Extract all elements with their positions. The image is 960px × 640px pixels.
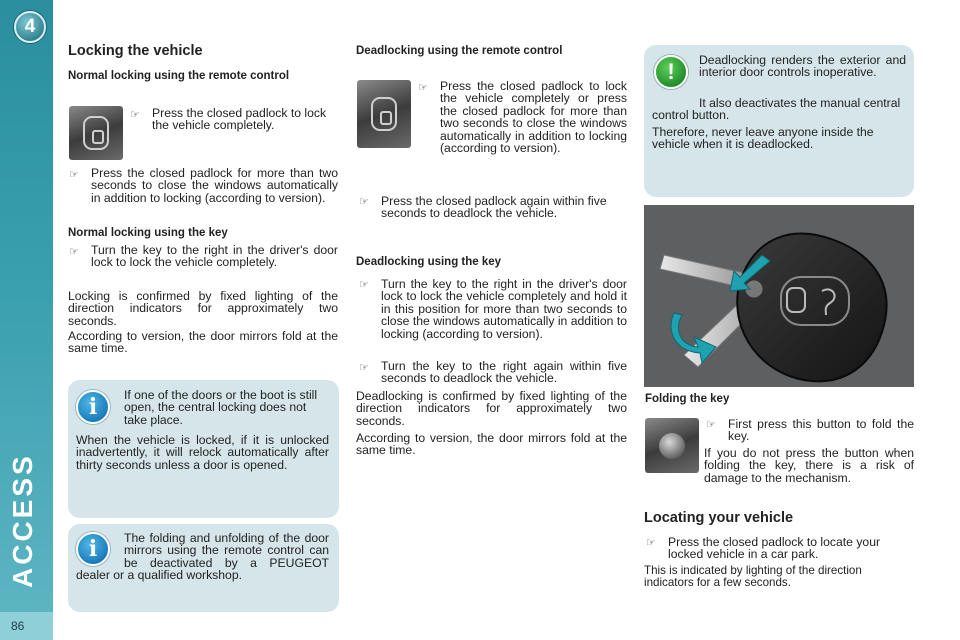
page-number: 86 xyxy=(11,619,25,633)
pointing-hand-icon: ☞ xyxy=(359,196,369,208)
locking-mirrors-paragraph: According to version, the door mirrors fold at the same time. xyxy=(68,329,338,356)
pointing-hand-icon: ☞ xyxy=(69,169,79,181)
chapter-title: ACCESS xyxy=(7,453,38,588)
folding-key-bullet: First press this button to fold the key. xyxy=(728,417,914,444)
deadlock-key-bullet2: Turn the key to the right again within five seconds to deadlock the vehicle. xyxy=(381,359,627,386)
chapter-number-badge: 4 xyxy=(14,11,46,43)
fold-button-icon xyxy=(659,433,685,459)
normal-remote-bullet2: Press the closed padlock for more than two seconds to close the windows automatically in addition to locking (according to version). xyxy=(91,166,338,205)
warning-paragraph3: Therefore, never leave anyone inside the vehicle when it is deadlocked. xyxy=(652,125,874,152)
pointing-hand-icon: ☞ xyxy=(359,362,369,374)
fold-button-image xyxy=(645,418,699,473)
remote-deadlock-button-image xyxy=(357,80,411,148)
info-icon: i xyxy=(76,390,110,424)
folding-key-paragraph: If you do not press the button when folding the key, there is a risk of damage to the mechanism. xyxy=(704,446,914,485)
deadlock-mirrors-paragraph: According to version, the door mirrors fold at the same time. xyxy=(356,431,627,458)
locking-title: Locking the vehicle xyxy=(68,43,203,59)
pointing-hand-icon: ☞ xyxy=(418,82,428,94)
pointing-hand-icon: ☞ xyxy=(359,279,369,291)
info-doors-paragraph2: When the vehicle is locked, if it is unlocked inadvertently, it will relock automatically after thirty seconds unless a door is opened. xyxy=(76,433,329,472)
warning-paragraph1: Deadlocking renders the exterior and interior door controls inoperative. xyxy=(699,53,906,80)
info-icon: i xyxy=(76,532,110,566)
deadlock-confirm-paragraph: Deadlocking is confirmed by fixed lighting of the direction indicators for approximately two seconds. xyxy=(356,389,627,428)
locating-title: Locating your vehicle xyxy=(644,510,794,526)
remote-key-illustration xyxy=(644,205,914,387)
normal-key-heading: Normal locking using the key xyxy=(68,227,228,239)
info-box-doors xyxy=(68,380,339,518)
info-box-mirrors xyxy=(68,524,339,612)
pointing-hand-icon: ☞ xyxy=(646,537,656,549)
pointing-hand-icon: ☞ xyxy=(69,246,79,258)
info-mirrors-paragraph xyxy=(76,532,329,582)
locating-paragraph: This is indicated by lighting of the direction indicators for a few seconds. xyxy=(644,564,862,590)
warning-paragraph2: It also deactivates the manual central control button. xyxy=(652,96,901,123)
pointing-hand-icon: ☞ xyxy=(130,109,140,121)
info-mirrors-text: The folding and unfolding of the door mirrors using the remote control can be deactivated by a PEUGEOT dealer or a qualified workshop. xyxy=(76,531,329,583)
exclamation-icon: ! xyxy=(654,55,688,89)
key-folding-photo xyxy=(644,205,914,387)
normal-remote-heading: Normal locking using the remote control xyxy=(68,70,290,82)
closed-padlock-icon xyxy=(371,97,397,131)
normal-remote-bullet1: Press the closed padlock to lock the vehicle completely. xyxy=(152,106,327,133)
pointing-hand-icon: ☞ xyxy=(706,419,716,431)
locking-confirm-paragraph: Locking is confirmed by fixed lighting of the direction indicators for approximately two seconds. xyxy=(68,289,338,328)
folding-key-heading: Folding the key xyxy=(645,393,730,405)
info-doors-paragraph1: If one of the doors or the boot is still open, the central locking does not take place. xyxy=(124,388,318,427)
normal-key-bullet: Turn the key to the right in the driver's door lock to lock the vehicle completely. xyxy=(91,243,338,270)
page-number-box xyxy=(0,612,53,640)
closed-padlock-icon xyxy=(83,116,109,150)
deadlock-remote-heading: Deadlocking using the remote control xyxy=(356,45,563,57)
locating-bullet: Press the closed padlock to locate your locked vehicle in a car park. xyxy=(668,535,881,562)
warning-box-deadlock xyxy=(644,45,914,197)
deadlock-key-bullet1: Turn the key to the right in the driver's door lock to lock the vehicle completely and hold it in this position for more than two seconds to close the windows automatically in addition to locking (according to version). xyxy=(381,277,627,341)
deadlock-remote-bullet1: Press the closed padlock to lock the vehicle completely or press the closed padlock for more than two seconds to close the windows automatically in addition to locking (according to version). xyxy=(440,79,627,156)
deadlock-key-heading: Deadlocking using the key xyxy=(356,256,502,268)
remote-lock-button-image xyxy=(69,106,123,160)
deadlock-remote-bullet2: Press the closed padlock again within five seconds to deadlock the vehicle. xyxy=(381,194,607,221)
